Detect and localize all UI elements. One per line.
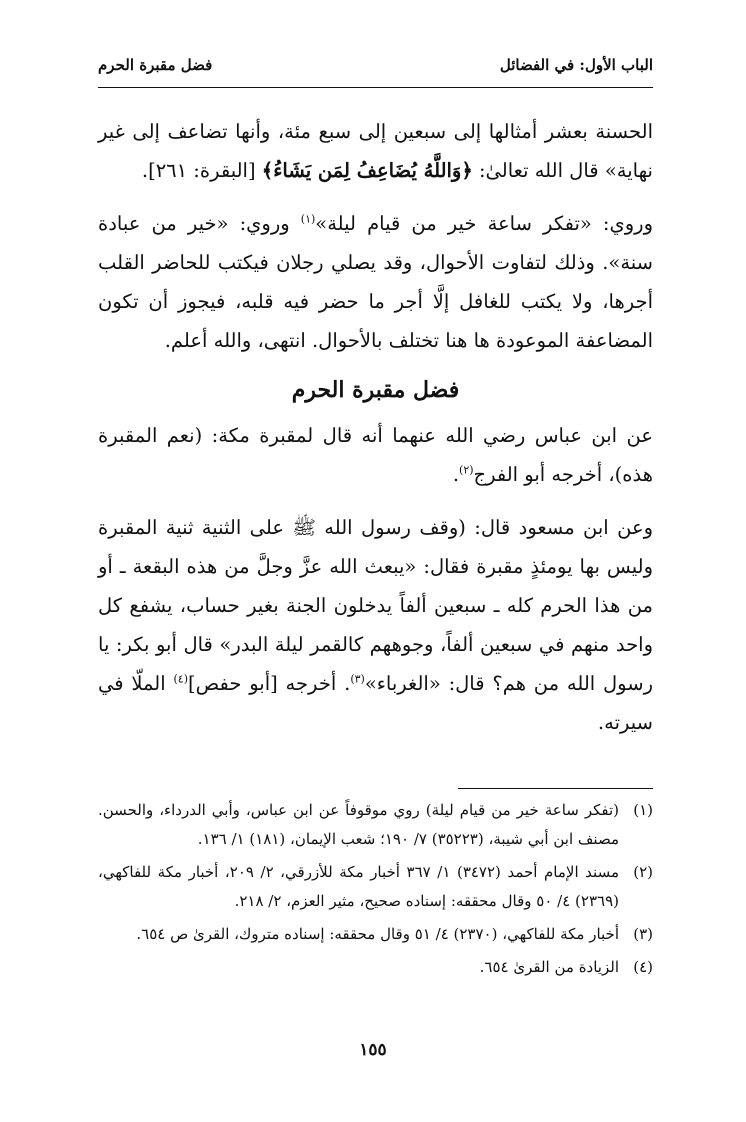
footnote-number: (٤) (633, 958, 653, 976)
paragraph-1-text: الحسنة بعشر أمثالها إلى سبعين إلى سبع مئة، وأنها تضاعف إلى غير نهاية» قال الله تعالىٰ: (98, 120, 653, 182)
paragraph-2-text-b: وروي: «خير من عبادة سنة». وذلك لتفاوت الأحوال، وقد يصلي رجلان فيكتب للحاضر القلب أجرها، ولا يكتب للغافل إلَّا أجر ما حضر فيه قلبه، فيجوز أن تكون المضاعفة الموعودة ها هنا تختلف بالأحوال. انتهى، والله أعلم. (98, 212, 653, 352)
footnote-text: مسند الإمام أحمد (٣٤٧٢) ١/ ٣٦٧ أخبار مكة للأزرقي، ٢/ ٢٠٩، أخبار مكة للفاكهي، (٢٣٦٩) ٤/ ٥٠ وقال محققه: إسناده صحيح، مثير العزم، ٢/ ٢١٨. (98, 863, 619, 910)
paragraph-2-text-a: وروي: «تفكر ساعة خير من قيام ليلة» (315, 212, 653, 235)
footnote-number: (٢) (633, 863, 653, 881)
footnote-text: أخبار مكة للفاكهي، (٢٣٧٠) ٤/ ٥١ وقال محققه: إسناده متروك، القرىٰ ص ٦٥٤. (136, 925, 619, 943)
footnote-1 (98, 796, 653, 854)
footnote-ref-2: (٢) (459, 463, 474, 477)
footnote-ref-1: (١) (300, 212, 316, 226)
footnote-ref-3: (٣) (350, 672, 365, 686)
running-header (98, 50, 653, 80)
footnote-2 (98, 858, 653, 916)
footnote-divider (458, 788, 653, 789)
footnote-number: (١) (633, 801, 653, 819)
main-text (98, 112, 653, 742)
paragraph-3-text-b: . (452, 463, 460, 486)
header-divider (98, 87, 653, 88)
paragraph-3-text-a: عن ابن عباس رضي الله عنهما أنه قال لمقبرة مكة: (نعم المقبرة هذه)، أخرجه أبو الفرج (98, 424, 653, 486)
footnote-number: (٣) (633, 925, 653, 943)
footnotes (98, 796, 653, 986)
paragraph-4 (98, 508, 653, 742)
section-heading: فضل مقبرة الحرم (291, 377, 460, 403)
footnote-text: (تفكر ساعة خير من قيام ليلة) روي موقوفاً عن ابن عباس، وأبي الدرداء، والحسن. مصنف ابن أبي شيبة، (٣٥٢٢٣) ٧/ ١٩٠؛ شعب الإيمان، (١٨١) ١/ ١٣٦. (98, 801, 619, 848)
footnote-3 (98, 920, 653, 949)
header-chapter-title: الباب الأول: في الفضائل (499, 56, 653, 74)
footnote-ref-4: (٤) (173, 672, 188, 686)
page-number: ١٥٥ (359, 1040, 387, 1060)
quran-verse: ﴿وَاللَّهُ يُضَاعِفُ لِمَن يَشَاءُ﴾ (261, 159, 473, 182)
footnote-4 (98, 953, 653, 982)
paragraph-4-text-c: الملّا في سيرته. (98, 672, 653, 734)
paragraph-2 (98, 204, 653, 360)
quran-citation: [البقرة: ٢٦١]. (141, 159, 262, 182)
paragraph-4-text-a: وعن ابن مسعود قال: (وقف رسول الله ﷺ على الثنية ثنية المقبرة وليس بها يومئذٍ مقبرة فقال: «يبعث الله عزَّ وجلَّ من هذه البقعة ـ أو من هذا الحرم كله ـ سبعين ألفاً يدخلون الجنة بغير حساب، يشفع كل واحد منهم في سبعين ألفاً، وجوههم كالقمر ليلة البدر» قال أبو بكر: يا رسول الله من هم؟ قال: «الغرباء» (98, 516, 653, 695)
paragraph-3 (98, 416, 653, 494)
footnote-text: الزيادة من القرىٰ ٦٥٤. (479, 958, 619, 976)
paragraph-1 (98, 112, 653, 190)
paragraph-4-text-b: . أخرجه [أبو حفص] (187, 672, 351, 695)
header-section-title: فضل مقبرة الحرم (98, 56, 213, 74)
